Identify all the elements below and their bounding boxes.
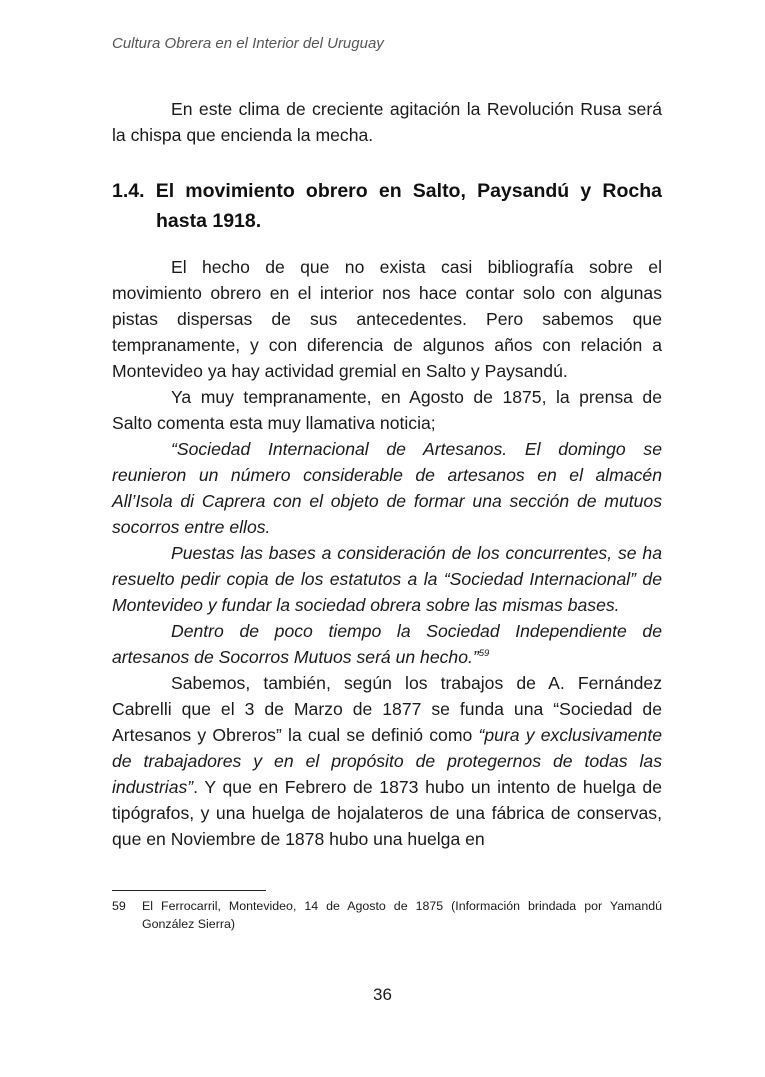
page-number: 36 [373, 985, 392, 1004]
paragraph-text: . Y que en Febrero de 1873 hubo un intento de huelga de tipógrafos, y una huelga de hojalateros de una fábrica de conservas, que en Noviembre de 1878 hubo una huelga en [112, 777, 662, 849]
quote-paragraph: “Sociedad Internacional de Artesanos. El domingo se reunieron un número considerable de artesanos en el almacén All’Isola di Caprera con el objeto de formar una sección de mutuos socorros entre ellos. [112, 439, 662, 537]
quote-paragraph: Puestas las bases a consideración de los concurrentes, se ha resuelto pedir copia de los estatutos a la “Sociedad Internacional” de Montevideo y fundar la sociedad obrera sobre las mismas bases. [112, 543, 662, 615]
paragraph-text: Sabemos, también, según los trabajos de A. Fernández Cabrelli que el 3 de Marzo de 1877 se funda una “Sociedad de Artesanos y Obreros” la cual se definió como [112, 673, 662, 745]
running-header: Cultura Obrera en el Interior del Uruguay [112, 35, 384, 52]
footnote-text: El Ferrocarril, Montevideo, 14 de Agosto de 1875 (Información brindada por Yamandú González Sierra) [142, 899, 662, 931]
quote-paragraph [112, 618, 662, 670]
body-text [112, 96, 662, 852]
paragraph: En este clima de creciente agitación la Revolución Rusa será la chispa que encienda la mecha. [112, 99, 662, 145]
paragraph [112, 670, 662, 852]
inline-quote: “pura y exclusivamente de trabajadores y en el propósito de protegernos de todas las industrias” [112, 725, 662, 797]
quote-text: Dentro de poco tiempo la Sociedad Independiente de artesanos de Socorros Mutuos será un hecho.” [112, 621, 662, 667]
paragraph: El hecho de que no exista casi bibliografía sobre el movimiento obrero en el interior nos hace contar solo con algunas pistas dispersas de sus antecedentes. Pero sabemos que tempranamente, y con diferencia de algunos años con relación a Montevideo ya hay actividad gremial en Salto y Paysandú. [112, 257, 662, 381]
footnote-number: 59 [112, 899, 126, 913]
paragraph: Ya muy tempranamente, en Agosto de 1875, la prensa de Salto comenta esta muy llamativa noticia; [112, 387, 662, 433]
section-heading: 1.4. El movimiento obrero en Salto, Paysandú y Rocha hasta 1918. [112, 180, 662, 232]
footnote-reference[interactable]: 59 [478, 648, 490, 659]
footnote-divider [112, 890, 266, 891]
footnote [112, 897, 662, 933]
